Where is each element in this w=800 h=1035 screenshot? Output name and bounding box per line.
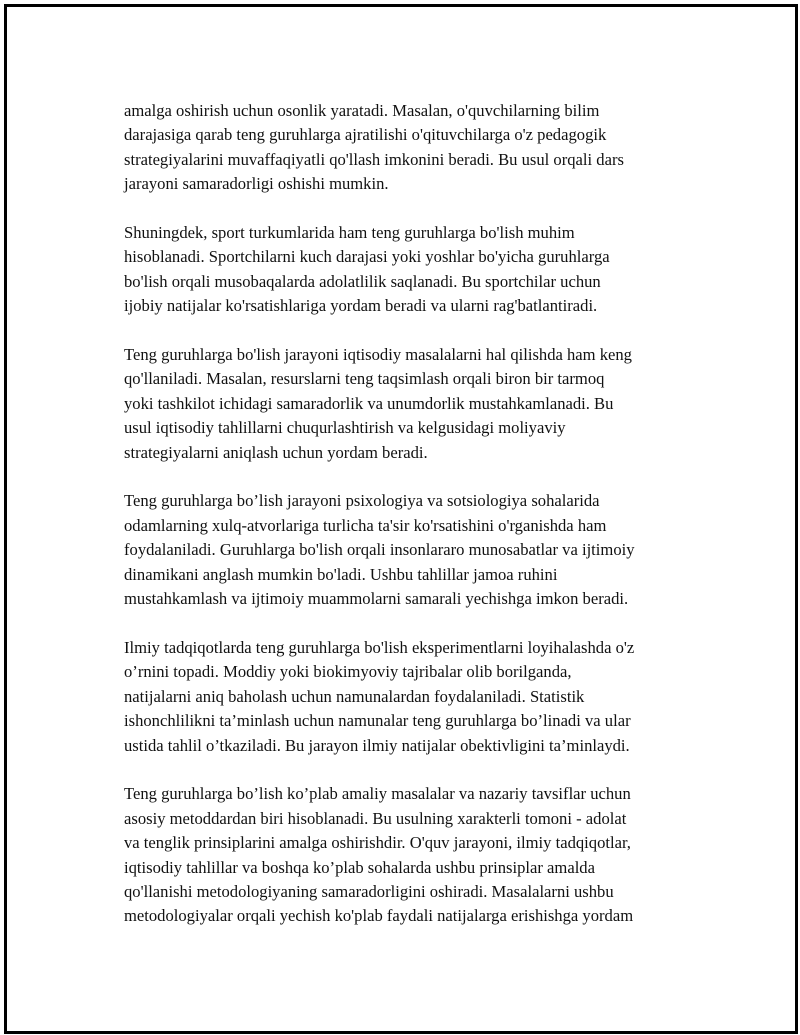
paragraph-4 [124, 489, 694, 611]
text-line: foydalaniladi. Guruhlarga bo'lish orqali insonlararo munosabatlar va ijtimoiy [124, 540, 635, 560]
text-line: mustahkamlash va ijtimoiy muammolarni samarali yechishga imkon beradi. [124, 589, 629, 609]
text-line: jarayoni samaradorligi oshishi mumkin. [124, 174, 389, 194]
text-line: ijobiy natijalar ko'rsatishlariga yordam beradi va ularni rag'batlantiradi. [124, 296, 598, 316]
text-line: qo'llaniladi. Masalan, resurslarni teng taqsimlash orqali biron bir tarmoq [124, 369, 605, 389]
text-line: usul iqtisodiy tahlillarni chuqurlashtirish va kelgusidagi moliyaviy [124, 418, 566, 438]
text-line: strategiyalarni aniqlash uchun yordam beradi. [124, 442, 428, 462]
text-line: natijalarni aniq baholash uchun namunalardan foydalaniladi. Statistik [124, 686, 585, 706]
paragraph-6 [124, 782, 694, 928]
text-line: Ilmiy tadqiqotlarda teng guruhlarga bo'lish eksperimentlarni loyihalashda o'z [124, 637, 635, 657]
text-line: darajasiga qarab teng guruhlarga ajratilishi o'qituvchilarga o'z pedagogik [124, 125, 607, 145]
text-line: metodologiyalar orqali yechish ko'plab faydali natijalarga erishishga yordam [124, 906, 634, 926]
text-line: bo'lish orqali musobaqalarda adolatlilik saqlanadi. Bu sportchilar uchun [124, 271, 601, 291]
text-line: yoki tashkilot ichidagi samaradorlik va unumdorlik mustahkamlanadi. Bu [124, 393, 614, 413]
text-line: qo'llanishi metodologiyaning samaradorligini oshiradi. Masalalarni ushbu [124, 881, 614, 901]
text-line: dinamikani anglash mumkin bo'ladi. Ushbu tahlillar jamoa ruhini [124, 564, 558, 584]
text-line: asosiy metoddardan biri hisoblanadi. Bu usulning xarakterli tomoni - adolat [124, 808, 627, 828]
document-body [124, 99, 694, 953]
text-line: Teng guruhlarga bo’lish jarayoni psixologiya va sotsiologiya sohalarida [124, 491, 600, 511]
text-line: Shuningdek, sport turkumlarida ham teng guruhlarga bo'lish muhim [124, 223, 575, 243]
text-line: strategiyalarini muvaffaqiyatli qo'llash imkonini beradi. Bu usul orqali dars [124, 149, 624, 169]
paragraph-3 [124, 343, 694, 465]
paragraph-2 [124, 221, 694, 319]
text-line: hisoblanadi. Sportchilarni kuch darajasi yoki yoshlar bo'yicha guruhlarga [124, 247, 610, 267]
text-line: va tenglik prinsiplarini amalga oshirishdir. O'quv jarayoni, ilmiy tadqiqotlar, [124, 833, 631, 853]
paragraph-1 [124, 99, 694, 197]
text-line: ishonchlilikni ta’minlash uchun namunalar teng guruhlarga bo’linadi va ular [124, 711, 631, 731]
page-border [4, 4, 798, 1034]
text-line: o’rnini topadi. Moddiy yoki biokimyoviy tajribalar olib borilganda, [124, 662, 572, 682]
text-line: amalga oshirish uchun osonlik yaratadi. Masalan, o'quvchilarning bilim [124, 101, 600, 120]
text-line: ustida tahlil o’tkaziladi. Bu jarayon ilmiy natijalar obektivligini ta’minlaydi. [124, 735, 630, 755]
paragraph-5 [124, 636, 694, 758]
text-line: Teng guruhlarga bo'lish jarayoni iqtisodiy masalalarni hal qilishda ham keng [124, 345, 632, 365]
text-line: odamlarning xulq-atvorlariga turlicha ta'sir ko'rsatishini o'rganishda ham [124, 515, 607, 535]
text-line: Teng guruhlarga bo’lish ko’plab amaliy masalalar va nazariy tavsiflar uchun [124, 784, 631, 804]
text-line: iqtisodiy tahlillar va boshqa ko’plab sohalarda ushbu prinsiplar amalda [124, 857, 595, 877]
